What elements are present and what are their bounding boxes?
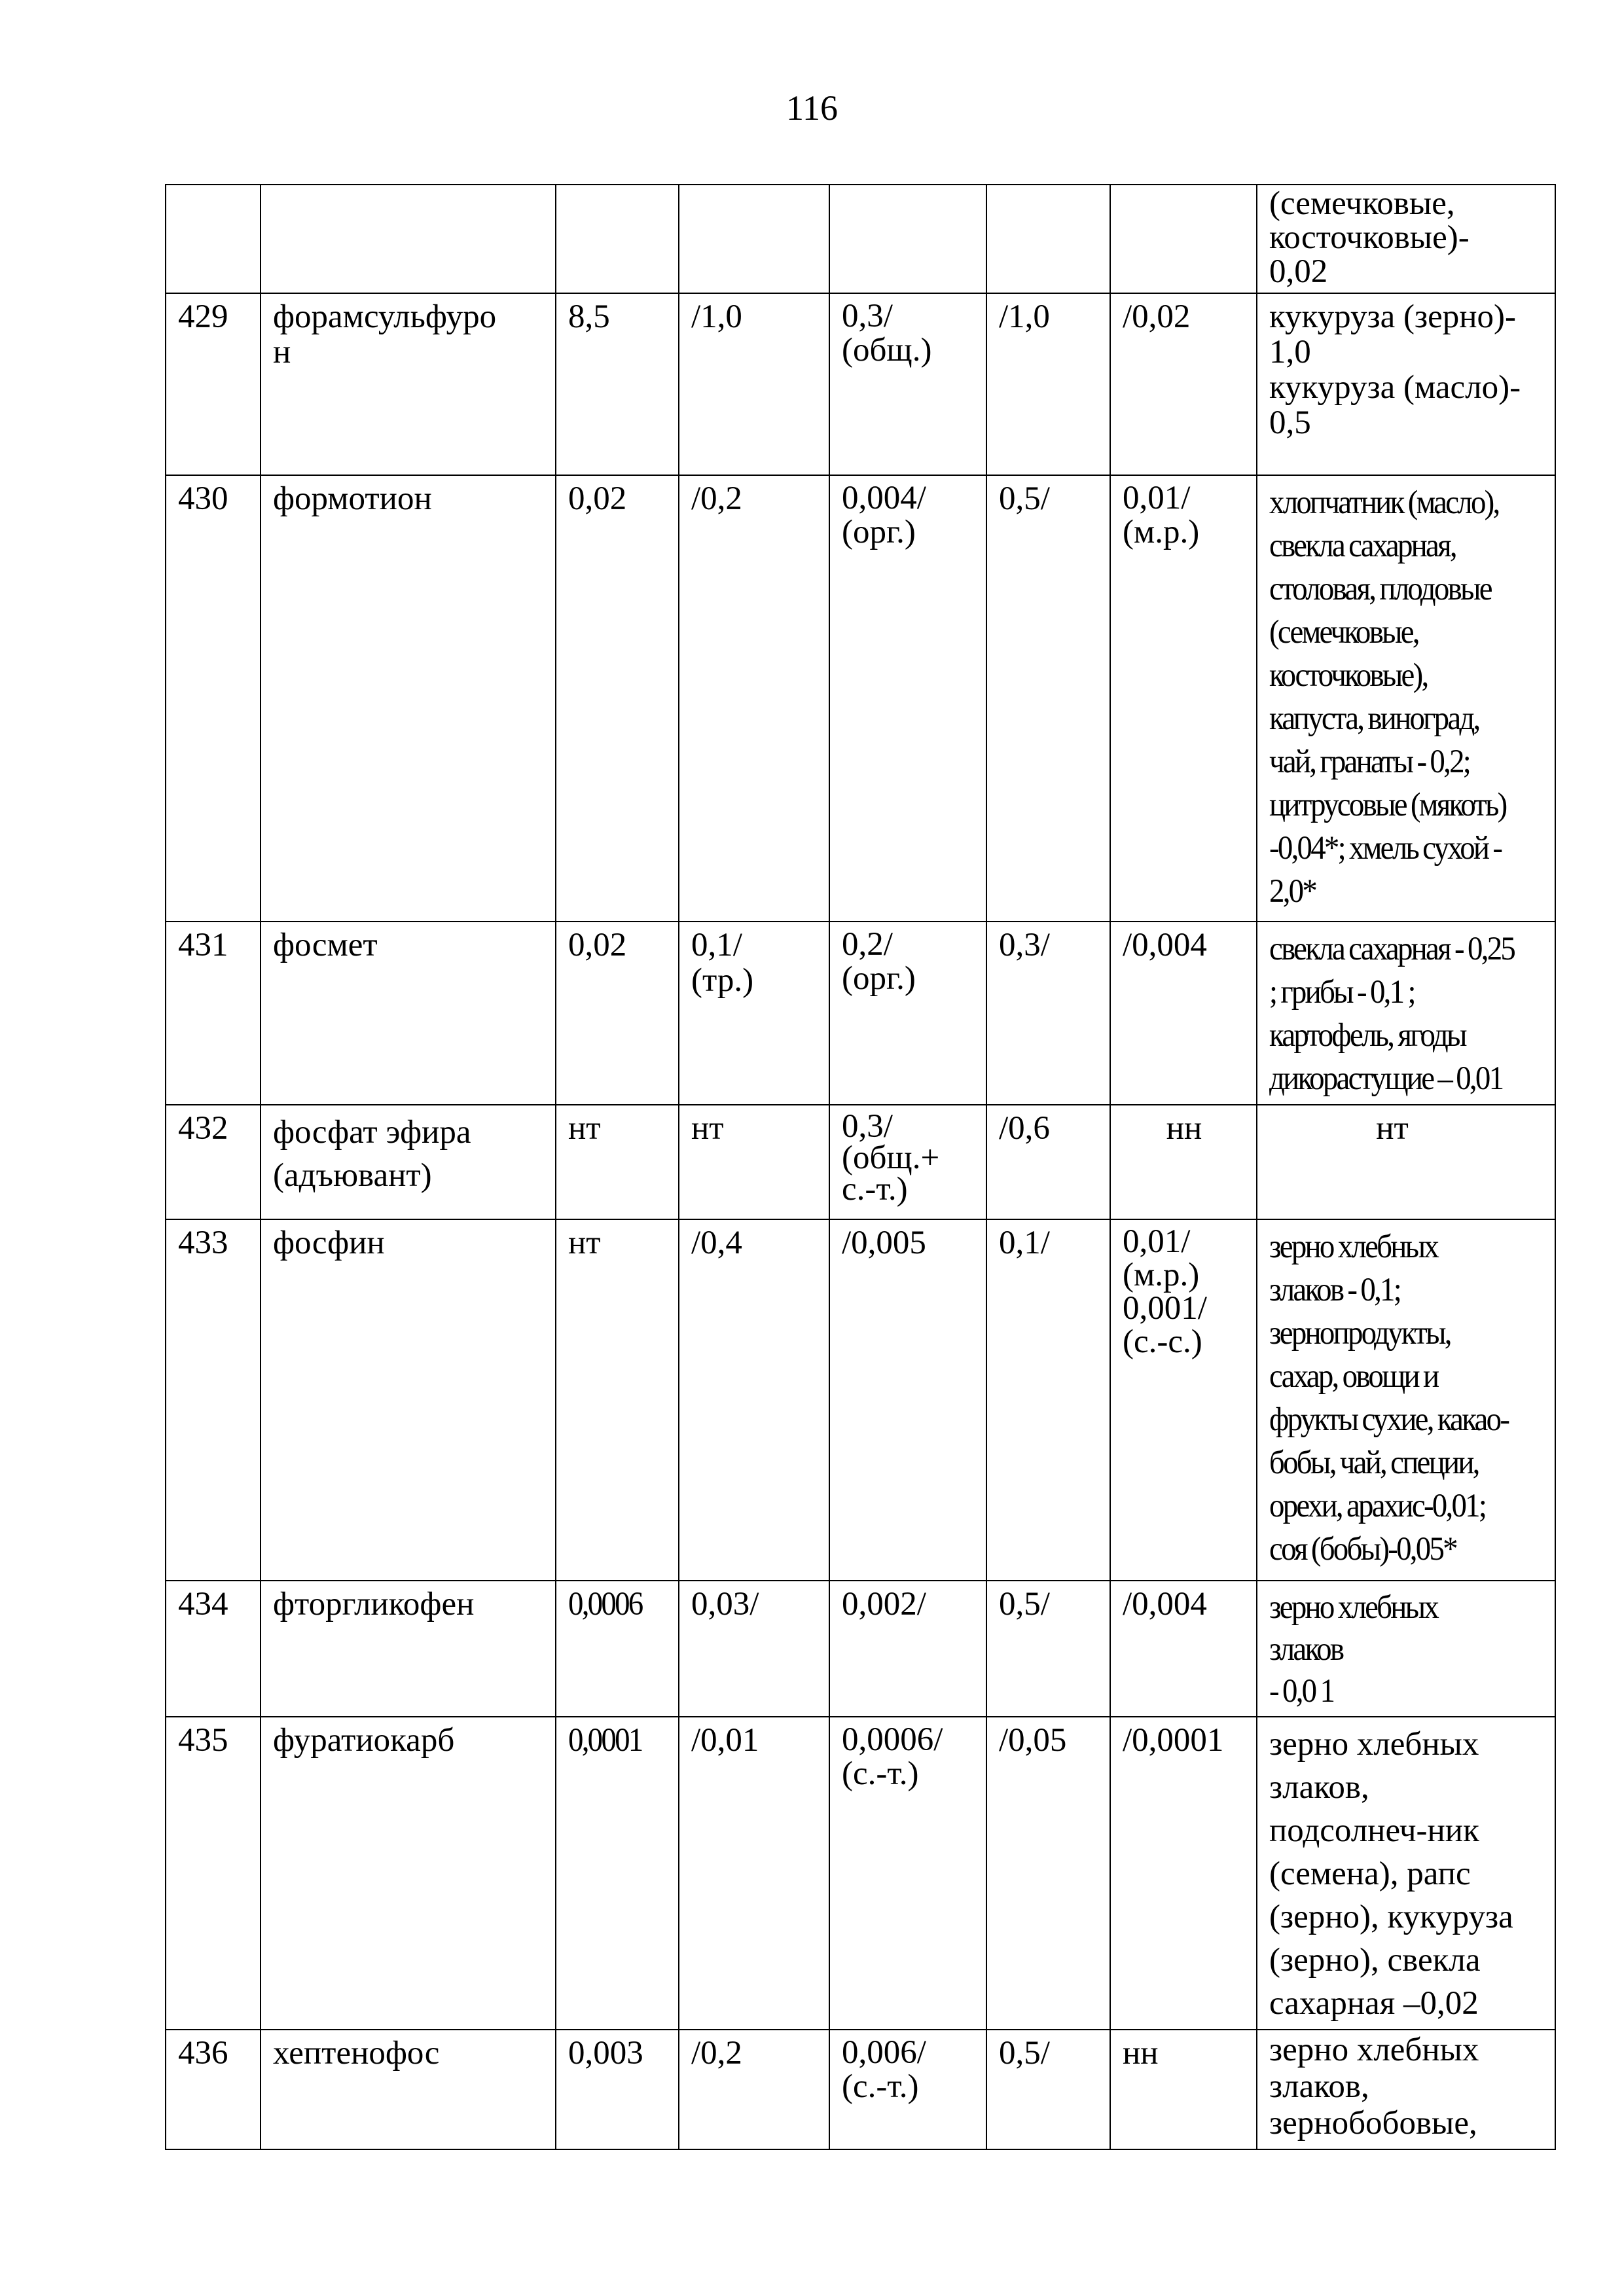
cell-col3: 0,0006 (556, 1581, 679, 1717)
cell-number: 433 (166, 1219, 261, 1581)
cell-col4: нт (679, 1105, 829, 1219)
cell-col3: 0,0001 (556, 1717, 679, 2030)
pesticide-table (165, 184, 1556, 2150)
cell-number (166, 185, 261, 293)
cell-col5 (829, 185, 986, 293)
cell-col6: 0,5/ (986, 2030, 1110, 2149)
cell-col7 (1110, 185, 1257, 293)
cell-number: 435 (166, 1717, 261, 2030)
cell-col7: /0,02 (1110, 293, 1257, 475)
cell-col3: 0,003 (556, 2030, 679, 2149)
cell-col6: /1,0 (986, 293, 1110, 475)
cell-col3: 8,5 (556, 293, 679, 475)
cell-number: 434 (166, 1581, 261, 1717)
table-row (166, 1717, 1555, 2030)
cell-col7: /0,004 (1110, 1581, 1257, 1717)
cell-col5: 0,002/ (829, 1581, 986, 1717)
cell-substance: форамсульфуро н (261, 293, 556, 475)
cell-col4: /0,2 (679, 2030, 829, 2149)
cell-col3: нт (556, 1219, 679, 1581)
table-row (166, 1581, 1555, 1717)
cell-col3: 0,02 (556, 922, 679, 1105)
cell-col4: 0,03/ (679, 1581, 829, 1717)
cell-col5: 0,004/ (орг.) (829, 475, 986, 922)
cell-notes: кукуруза (зерно)- 1,0 кукуруза (масло)- 0,5 (1257, 293, 1555, 475)
cell-col6: 0,1/ (986, 1219, 1110, 1581)
cell-substance: фосмет (261, 922, 556, 1105)
table-row (166, 293, 1555, 475)
cell-col5: 0,3/ (общ.+ с.-т.) (829, 1105, 986, 1219)
cell-notes: зерно хлебных злаков, зернобобовые, (1257, 2030, 1555, 2149)
cell-col5: 0,3/ (общ.) (829, 293, 986, 475)
cell-col6 (986, 185, 1110, 293)
table-row (166, 1105, 1555, 1219)
cell-col7: нн (1110, 2030, 1257, 2149)
cell-substance: хептенофос (261, 2030, 556, 2149)
cell-col6: /0,6 (986, 1105, 1110, 1219)
cell-notes: нт (1257, 1105, 1555, 1219)
cell-number: 429 (166, 293, 261, 475)
cell-col5: 0,0006/ (с.-т.) (829, 1717, 986, 2030)
cell-col5: 0,006/ (с.-т.) (829, 2030, 986, 2149)
cell-col5: /0,005 (829, 1219, 986, 1581)
cell-number: 430 (166, 475, 261, 922)
table-row (166, 2030, 1555, 2149)
cell-substance: фуратиокарб (261, 1717, 556, 2030)
cell-col6: 0,5/ (986, 1581, 1110, 1717)
cell-col6: 0,3/ (986, 922, 1110, 1105)
cell-number: 432 (166, 1105, 261, 1219)
cell-substance: фторгликофен (261, 1581, 556, 1717)
cell-notes: (семечковые, косточковые)- 0,02 (1257, 185, 1555, 293)
table-row (166, 1219, 1555, 1581)
table-row (166, 185, 1555, 293)
cell-col3: нт (556, 1105, 679, 1219)
cell-notes: зерно хлебных злаков - 0,1; зернопродукты, сахар, овощи и фрукты сухие, какао- бобы, чай, специи, орехи, арахис-0,01; соя (бобы)-0,05* (1257, 1219, 1555, 1581)
cell-col6: 0,5/ (986, 475, 1110, 922)
cell-col6: /0,05 (986, 1717, 1110, 2030)
table-row (166, 475, 1555, 922)
cell-substance: фосфин (261, 1219, 556, 1581)
cell-col4: /0,01 (679, 1717, 829, 2030)
cell-col4 (679, 185, 829, 293)
cell-col7: 0,01/ (м.р.) 0,001/ (с.-с.) (1110, 1219, 1257, 1581)
cell-col7: нн (1110, 1105, 1257, 1219)
cell-col7: /0,0001 (1110, 1717, 1257, 2030)
cell-col4: /0,2 (679, 475, 829, 922)
cell-col5: 0,2/ (орг.) (829, 922, 986, 1105)
cell-col7: 0,01/ (м.р.) (1110, 475, 1257, 922)
cell-substance: формотион (261, 475, 556, 922)
cell-number: 431 (166, 922, 261, 1105)
cell-col7: /0,004 (1110, 922, 1257, 1105)
cell-notes: зерно хлебных злаков - 0,0 1 (1257, 1581, 1555, 1717)
cell-notes: свекла сахарная - 0,25 ; грибы - 0,1 ; картофель, ягоды дикорастущие – 0,01 (1257, 922, 1555, 1105)
table-row (166, 922, 1555, 1105)
cell-substance: фосфат эфира (адъювант) (261, 1105, 556, 1219)
cell-col4: /0,4 (679, 1219, 829, 1581)
cell-substance (261, 185, 556, 293)
cell-col4: /1,0 (679, 293, 829, 475)
cell-notes: хлопчатник (масло), свекла сахарная, столовая, плодовые (семечковые, косточковые), капуста, виноград, чай, гранаты - 0,2; цитрусовые (мякоть) -0,04*; хмель сухой - 2,0* (1257, 475, 1555, 922)
cell-col3: 0,02 (556, 475, 679, 922)
cell-number: 436 (166, 2030, 261, 2149)
cell-col3 (556, 185, 679, 293)
page-number: 116 (786, 88, 838, 128)
cell-col4: 0,1/ (тр.) (679, 922, 829, 1105)
cell-notes: зерно хлебных злаков, подсолнеч-ник (семена), рапс (зерно), кукуруза (зерно), свекла сахарная –0,02 (1257, 1717, 1555, 2030)
